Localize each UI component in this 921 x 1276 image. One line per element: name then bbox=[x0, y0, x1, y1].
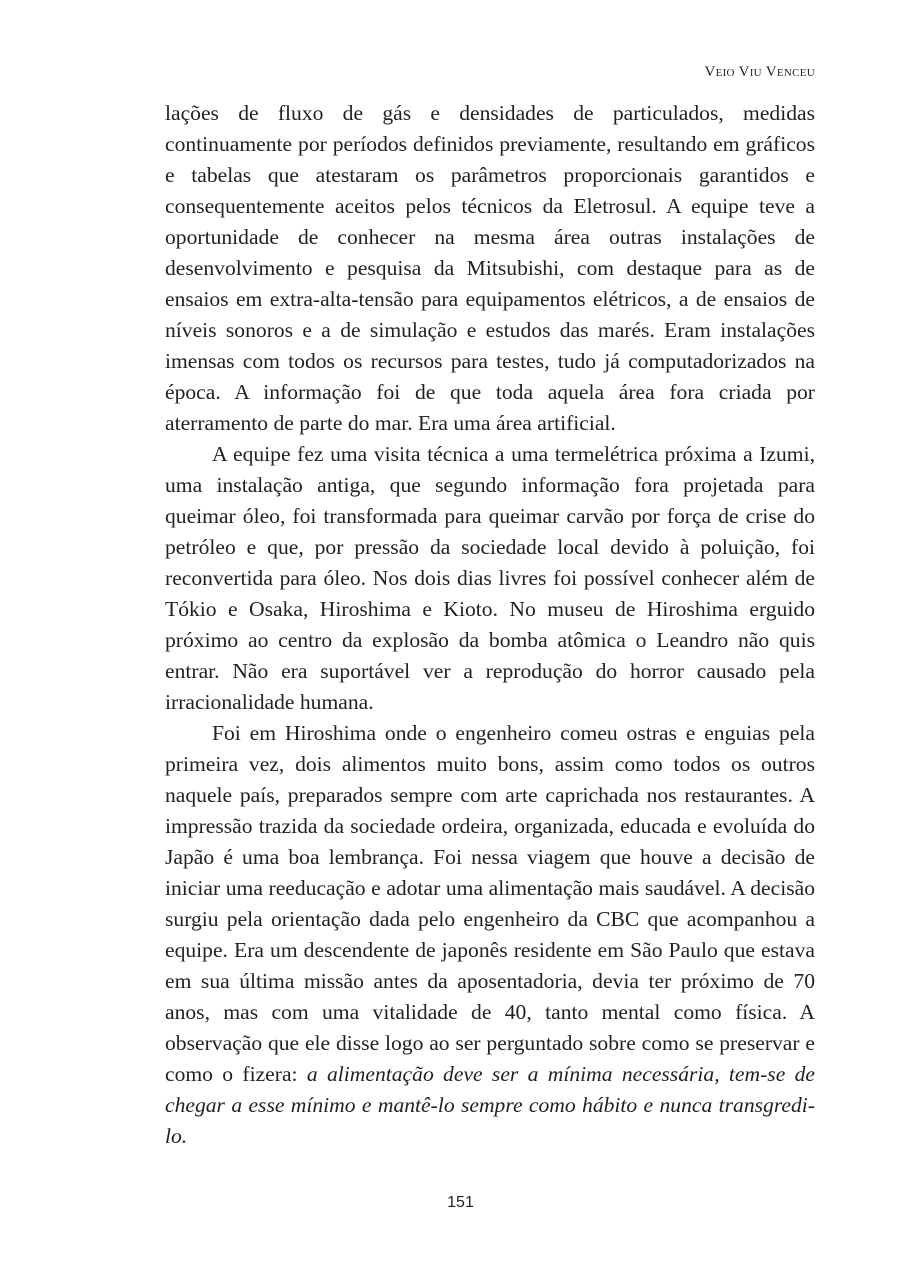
paragraph-3-text: Foi em Hiroshima onde o engenheiro comeu ostras e enguias pela primeira vez, dois alimentos muito bons, assim como todos os outros naquele país, preparados sempre com arte caprichada nos restaurantes. A impressão trazida da sociedade ordeira, organizada, educada e evoluída do Japão é uma boa lembrança. Foi nessa viagem que houve a decisão de iniciar uma reeducação e adotar uma alimentação mais saudável. A decisão surgiu pela orientação dada pelo engenheiro da CBC que acompanhou a equipe. Era um descendente de japonês residente em São Paulo que estava em sua última missão antes da aposentadoria, devia ter próximo de 70 anos, mas com uma vitalidade de 40, tanto mental como física. A observação que ele disse logo ao ser perguntado sobre como se preservar e como o fizera: bbox=[165, 721, 815, 1086]
paragraph-3 bbox=[165, 718, 815, 1152]
running-header-title: Veio Viu Venceu bbox=[704, 64, 815, 80]
paragraph-1: lações de fluxo de gás e densidades de particulados, medidas continuamente por períodos definidos previamente, resultando em gráficos e tabelas que atestaram os parâmetros proporcionais garantidos e consequentemente aceitos pelos técnicos da Eletrosul. A equipe teve a oportunidade de conhecer na mesma área outras instalações de desenvolvimento e pesquisa da Mitsubishi, com destaque para as de ensaios em extra-alta-tensão para equipamentos elétricos, a de ensaios de níveis sonoros e a de simulação e estudos das marés. Eram instalações imensas com todos os recursos para testes, tudo já computadorizados na época. A informação foi de que toda aquela área fora criada por aterramento de parte do mar. Era uma área artificial. bbox=[165, 101, 815, 435]
page-number: 151 bbox=[447, 1194, 474, 1211]
paragraph-2: A equipe fez uma visita técnica a uma termelétrica próxima a Izumi, uma instalação antiga, que segundo informação fora projetada para queimar óleo, foi transformada para queimar carvão por força de crise do petróleo e que, por pressão da sociedade local devido à poluição, foi reconvertida para óleo. Nos dois dias livres foi possível conhecer além de Tókio e Osaka, Hiroshima e Kioto. No museu de Hiroshima erguido próximo ao centro da explosão da bomba atômica o Leandro não quis entrar. Não era suportável ver a reprodução do horror causado pela irracionalidade humana. bbox=[165, 442, 815, 714]
paragraph-3-italic-quote: a alimentação deve ser a mínima necessária, tem-se de chegar a esse mínimo e mantê-lo sempre como hábito e nunca transgredi-lo. bbox=[165, 1062, 815, 1148]
body-text bbox=[165, 98, 815, 1152]
